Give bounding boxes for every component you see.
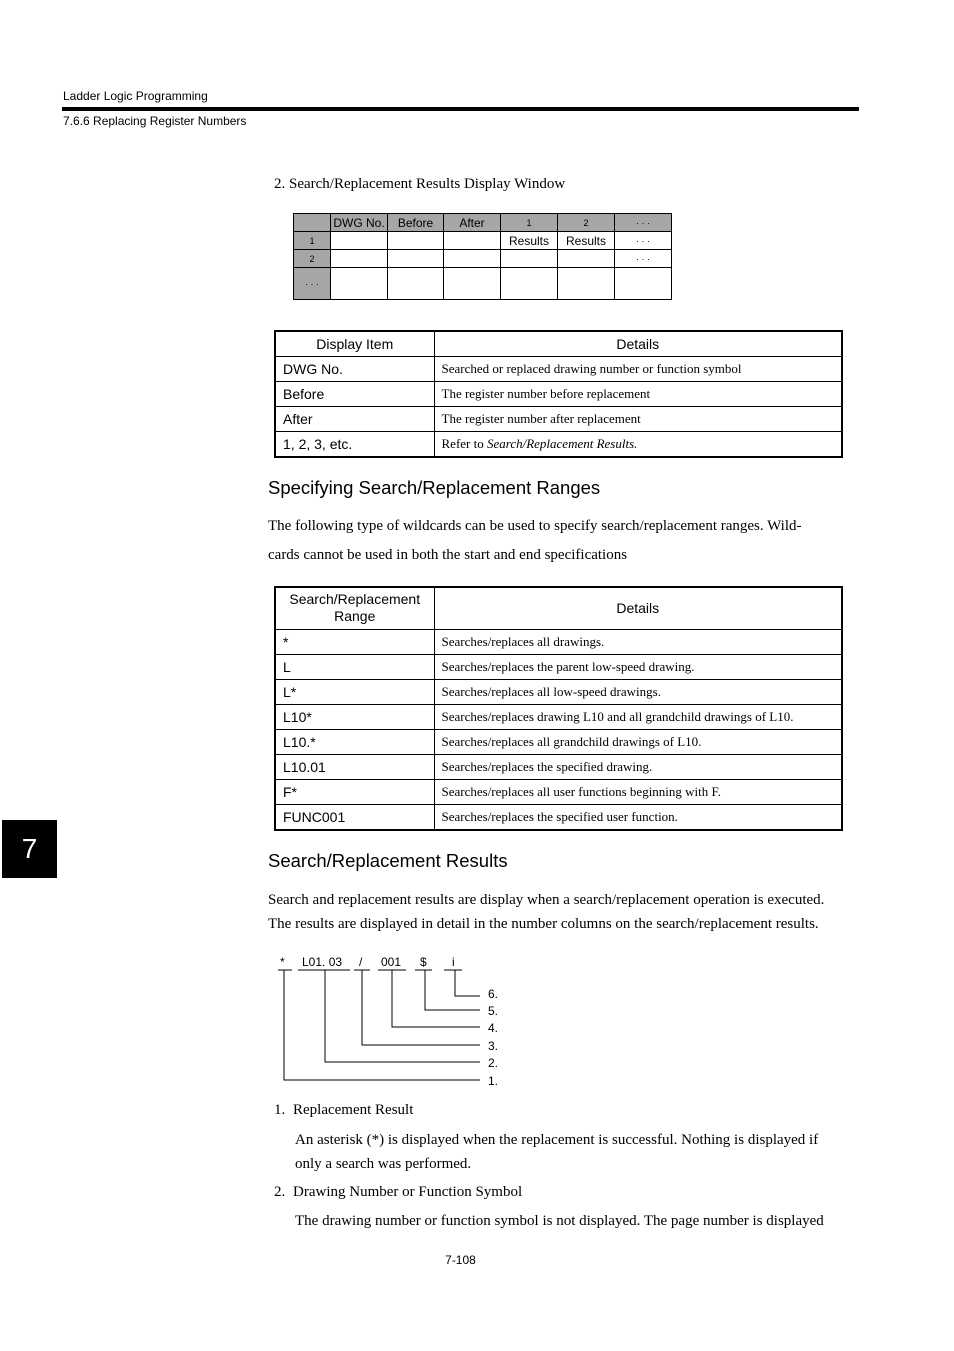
results-window-grid xyxy=(293,213,672,300)
range-value: FUNC001 xyxy=(275,804,434,830)
cell xyxy=(331,232,388,250)
item-details: The register number after replacement xyxy=(434,407,842,432)
list-body-line: The drawing number or function symbol is not displayed. The page number is displayed xyxy=(295,1213,824,1229)
cell xyxy=(388,268,444,300)
results-window-row xyxy=(294,250,672,268)
range-value: L10.* xyxy=(275,729,434,754)
cell xyxy=(558,268,615,300)
range-value: F* xyxy=(275,779,434,804)
header-range: Search/Replacement Range xyxy=(275,587,434,629)
callout-3: 3. xyxy=(488,1039,499,1053)
range-value: L* xyxy=(275,679,434,704)
column-header-1: 1 xyxy=(501,214,558,232)
column-header-more: · · · xyxy=(615,214,672,232)
callout-1: 1. xyxy=(488,1074,499,1088)
range-details: Searches/replaces drawing L10 and all grandchild drawings of L10. xyxy=(434,704,842,729)
list-body-line: only a search was performed. xyxy=(295,1156,472,1172)
list-title: Drawing Number or Function Symbol xyxy=(293,1184,523,1200)
table-row xyxy=(275,654,842,679)
cell xyxy=(615,268,672,300)
row-header: 1 xyxy=(294,232,331,250)
callout-2: 2. xyxy=(488,1056,499,1070)
list-item xyxy=(274,1102,413,1119)
token-asterisk: * xyxy=(280,955,285,969)
results-window-row xyxy=(294,268,672,300)
results-paragraph xyxy=(268,888,858,936)
header-display-item: Display Item xyxy=(275,331,434,357)
callout-5: 5. xyxy=(488,1004,499,1018)
callout-6: 6. xyxy=(488,987,499,1001)
page-number: 7-108 xyxy=(445,1253,476,1267)
row-header: · · · xyxy=(294,268,331,300)
table-row xyxy=(275,704,842,729)
results-paragraph-line: Search and replacement results are display when a search/replacement operation is executed. xyxy=(268,892,825,908)
header-details: Details xyxy=(434,587,842,629)
results-window-header-row xyxy=(294,214,672,232)
ranges-paragraph xyxy=(268,512,843,570)
results-heading: Search/Replacement Results xyxy=(268,850,508,871)
header-rule xyxy=(62,107,859,111)
range-value: L10.01 xyxy=(275,754,434,779)
range-details: Searches/replaces the specified user function. xyxy=(434,804,842,830)
list-item-body xyxy=(295,1128,865,1176)
range-details: Searches/replaces all low-speed drawings. xyxy=(434,679,842,704)
cell xyxy=(558,250,615,268)
range-details: Searches/replaces all grandchild drawings of L10. xyxy=(434,729,842,754)
display-item: After xyxy=(275,407,434,432)
cell: · · · xyxy=(615,232,672,250)
display-item: Before xyxy=(275,382,434,407)
list-number: 2. xyxy=(274,1184,286,1200)
range-value: * xyxy=(275,629,434,654)
list-item-body xyxy=(295,1209,865,1233)
cell xyxy=(501,268,558,300)
range-details: Searches/replaces all user functions beginning with F. xyxy=(434,779,842,804)
ranges-paragraph-line: cards cannot be used in both the start and end specifications xyxy=(268,547,628,563)
table-row xyxy=(275,729,842,754)
table-row xyxy=(275,382,842,407)
display-item: 1, 2, 3, etc. xyxy=(275,432,434,458)
cell xyxy=(331,268,388,300)
details-reference: Search/Replacement Results. xyxy=(486,436,638,451)
cell xyxy=(388,232,444,250)
header-details: Details xyxy=(434,331,842,357)
item-details: The register number before replacement xyxy=(434,382,842,407)
token-dollar: $ xyxy=(420,955,427,969)
list-item xyxy=(274,1184,522,1201)
item-details xyxy=(434,432,842,458)
cell: Results xyxy=(558,232,615,250)
table-row xyxy=(275,779,842,804)
results-window-title: 2. Search/Replacement Results Display Window xyxy=(274,176,566,192)
details-prefix: Refer to xyxy=(441,436,487,451)
corner-cell xyxy=(294,214,331,232)
cell xyxy=(388,250,444,268)
display-item: DWG No. xyxy=(275,357,434,382)
ranges-table xyxy=(274,586,843,831)
results-paragraph-line: The results are displayed in detail in the number columns on the search/replacement results. xyxy=(268,916,819,932)
table-header-row xyxy=(275,331,842,357)
column-header-before: Before xyxy=(388,214,444,232)
token-i: i xyxy=(452,955,455,969)
chapter-tab: 7 xyxy=(2,820,57,878)
list-number: 1. xyxy=(274,1102,286,1118)
column-header-after: After xyxy=(444,214,501,232)
callout-4: 4. xyxy=(488,1021,499,1035)
token-drawing-number: L01. 03 xyxy=(302,955,343,969)
table-row xyxy=(275,629,842,654)
cell xyxy=(444,250,501,268)
cell xyxy=(331,250,388,268)
table-row xyxy=(275,357,842,382)
running-header-subsection: 7.6.6 Replacing Register Numbers xyxy=(63,114,247,128)
list-title: Replacement Result xyxy=(293,1102,414,1118)
range-value: L10* xyxy=(275,704,434,729)
token-page: 001 xyxy=(381,955,402,969)
cell: Results xyxy=(501,232,558,250)
range-value: L xyxy=(275,654,434,679)
cell xyxy=(444,232,501,250)
cell xyxy=(501,250,558,268)
list-body-line: An asterisk (*) is displayed when the replacement is successful. Nothing is displayed if xyxy=(295,1132,819,1148)
table-row xyxy=(275,432,842,458)
token-slash: / xyxy=(359,955,363,969)
table-row xyxy=(275,679,842,704)
ranges-heading: Specifying Search/Replacement Ranges xyxy=(268,477,601,498)
table-header-row xyxy=(275,587,842,629)
item-details: Searched or replaced drawing number or function symbol xyxy=(434,357,842,382)
column-header-2: 2 xyxy=(558,214,615,232)
running-header-section: Ladder Logic Programming xyxy=(63,89,208,103)
table-row xyxy=(275,754,842,779)
range-details: Searches/replaces the specified drawing. xyxy=(434,754,842,779)
ranges-paragraph-line: The following type of wildcards can be used to specify search/replacement ranges. Wild- xyxy=(268,518,802,534)
range-details: Searches/replaces all drawings. xyxy=(434,629,842,654)
cell xyxy=(444,268,501,300)
range-details: Searches/replaces the parent low-speed drawing. xyxy=(434,654,842,679)
cell: · · · xyxy=(615,250,672,268)
table-row xyxy=(275,407,842,432)
column-header-dwg-no: DWG No. xyxy=(331,214,388,232)
results-window-row xyxy=(294,232,672,250)
result-format-diagram xyxy=(270,950,520,1090)
table-row xyxy=(275,804,842,830)
display-items-table xyxy=(274,330,843,458)
row-header: 2 xyxy=(294,250,331,268)
